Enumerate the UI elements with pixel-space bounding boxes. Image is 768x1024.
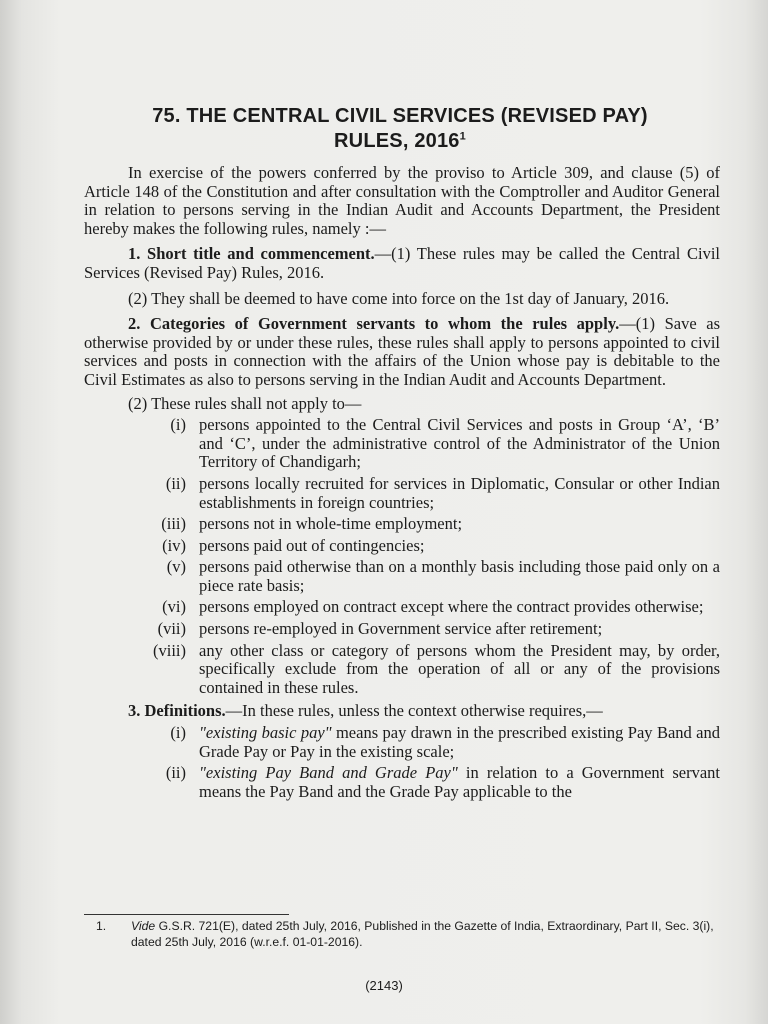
list-item [84, 598, 720, 617]
definition-term: "existing Pay Band and Grade Pay" [199, 763, 458, 783]
rule-2-heading: 2. Categories of Government servants to whom the rules apply. [128, 314, 620, 334]
list-item [84, 537, 720, 556]
list-item [84, 724, 720, 761]
list-item-number: (ii) [165, 473, 186, 493]
page-title [80, 104, 720, 154]
rule-2-text-1: —(1) Save as otherwise provided by or under these rules, these rules shall apply to persons appointed to civil services and posts in connection with the affairs of the Union whose pay is debitable to the Civil Estimates as also to persons serving in the Indian Audit and Accounts Department. [84, 314, 721, 389]
list-item [84, 620, 720, 639]
list-item-number: (iii) [161, 514, 186, 534]
list-item [84, 558, 720, 595]
list-item-number: (vi) [162, 597, 186, 617]
list-item [84, 515, 720, 534]
rule-3-heading: 3. Definitions. [128, 701, 226, 721]
title-footnote-marker: 1 [459, 130, 466, 143]
list-item-text [199, 764, 720, 801]
list-item-text: persons paid otherwise than on a monthly basis including those paid only on a piece rate basis; [199, 557, 720, 595]
list-item-text: persons locally recruited for services in Diplomatic, Consular or other Indian establishments in foreign countries; [199, 473, 720, 512]
list-item [84, 764, 720, 801]
list-item-number: (i) [170, 415, 186, 435]
rule-1-text-1: —(1) These rules may be called the Central Civil Services (Revised Pay) Rules, 2016. [84, 244, 720, 282]
footnote-number: 1. [96, 919, 107, 933]
list-item-text [199, 724, 720, 761]
rule-3-definitions-list [84, 724, 720, 801]
title-line-2 [80, 129, 720, 154]
list-item-text: persons appointed to the Central Civil Services and posts in Group ‘A’, ‘B’ and ‘C’, under the administrative control of the Administrator of the Union Territory of Chandigarh; [199, 415, 720, 472]
rule-1-para-1 [84, 245, 720, 282]
list-item-number: (viii) [153, 640, 186, 660]
rule-2-para-1 [84, 315, 720, 389]
list-item-number: (ii) [165, 763, 186, 783]
rule-1-para-2: (2) They shall be deemed to have come into force on the 1st day of January, 2016. [128, 288, 670, 308]
rule-1-heading: 1. Short title and commencement. [128, 244, 375, 264]
footnote-vide: Vide [131, 919, 156, 933]
rule-2-para-2: (2) These rules shall not apply to— [128, 393, 362, 413]
list-item-text: persons paid out of contingencies; [199, 535, 425, 555]
definition-text: means pay drawn in the prescribed existing Pay Band and Grade Pay or Pay in the existing scale; [199, 723, 720, 761]
list-item-text: persons employed on contract except where the contract provides otherwise; [199, 597, 704, 617]
footnote [96, 919, 724, 950]
list-item [84, 416, 720, 472]
definition-term: "existing basic pay" [199, 723, 332, 743]
rule-2-exclusions-list [84, 416, 720, 697]
list-item-text: persons not in whole-time employment; [199, 514, 463, 534]
preamble: In exercise of the powers conferred by the proviso to Article 309, and clause (5) of Article 148 of the Constitution and after consultation with the Comptroller and Auditor General in relation to persons serving in the Indian Audit and Accounts Department, the President hereby makes the following rules, namely :— [84, 163, 720, 238]
list-item-number: (i) [170, 723, 186, 743]
footnote-text [131, 919, 724, 950]
title-line-2-text: RULES, 2016 [334, 130, 460, 152]
rule-3-text-1: —In these rules, unless the context otherwise requires,— [225, 701, 603, 721]
list-item [84, 475, 720, 512]
title-line-1: 75. THE CENTRAL CIVIL SERVICES (REVISED PAY) [152, 105, 648, 127]
definition-text: in relation to a Government servant means the Pay Band and the Grade Pay applicable to the [199, 763, 720, 801]
list-item-number: (vii) [157, 619, 186, 639]
rule-3-para-1 [84, 702, 720, 721]
list-item-number: (v) [166, 557, 186, 577]
list-item-text: any other class or category of persons whom the President may, by order, specifically exclude from the operation of all or any of the provisions contained in these rules. [199, 640, 720, 697]
list-item [84, 642, 720, 698]
page-number: (2143) [365, 978, 403, 993]
list-item-text: persons re-employed in Government service after retirement; [199, 619, 603, 639]
footnote-citation: G.S.R. 721(E), dated 25th July, 2016, Published in the Gazette of India, Extraordinary, Part II, Sec. 3(i), dated 25th July, 2016 (w.r.e.f. 01-01-2016). [131, 919, 714, 949]
list-item-number: (iv) [162, 535, 186, 555]
footnote-divider [84, 914, 289, 915]
document-body [84, 164, 720, 801]
